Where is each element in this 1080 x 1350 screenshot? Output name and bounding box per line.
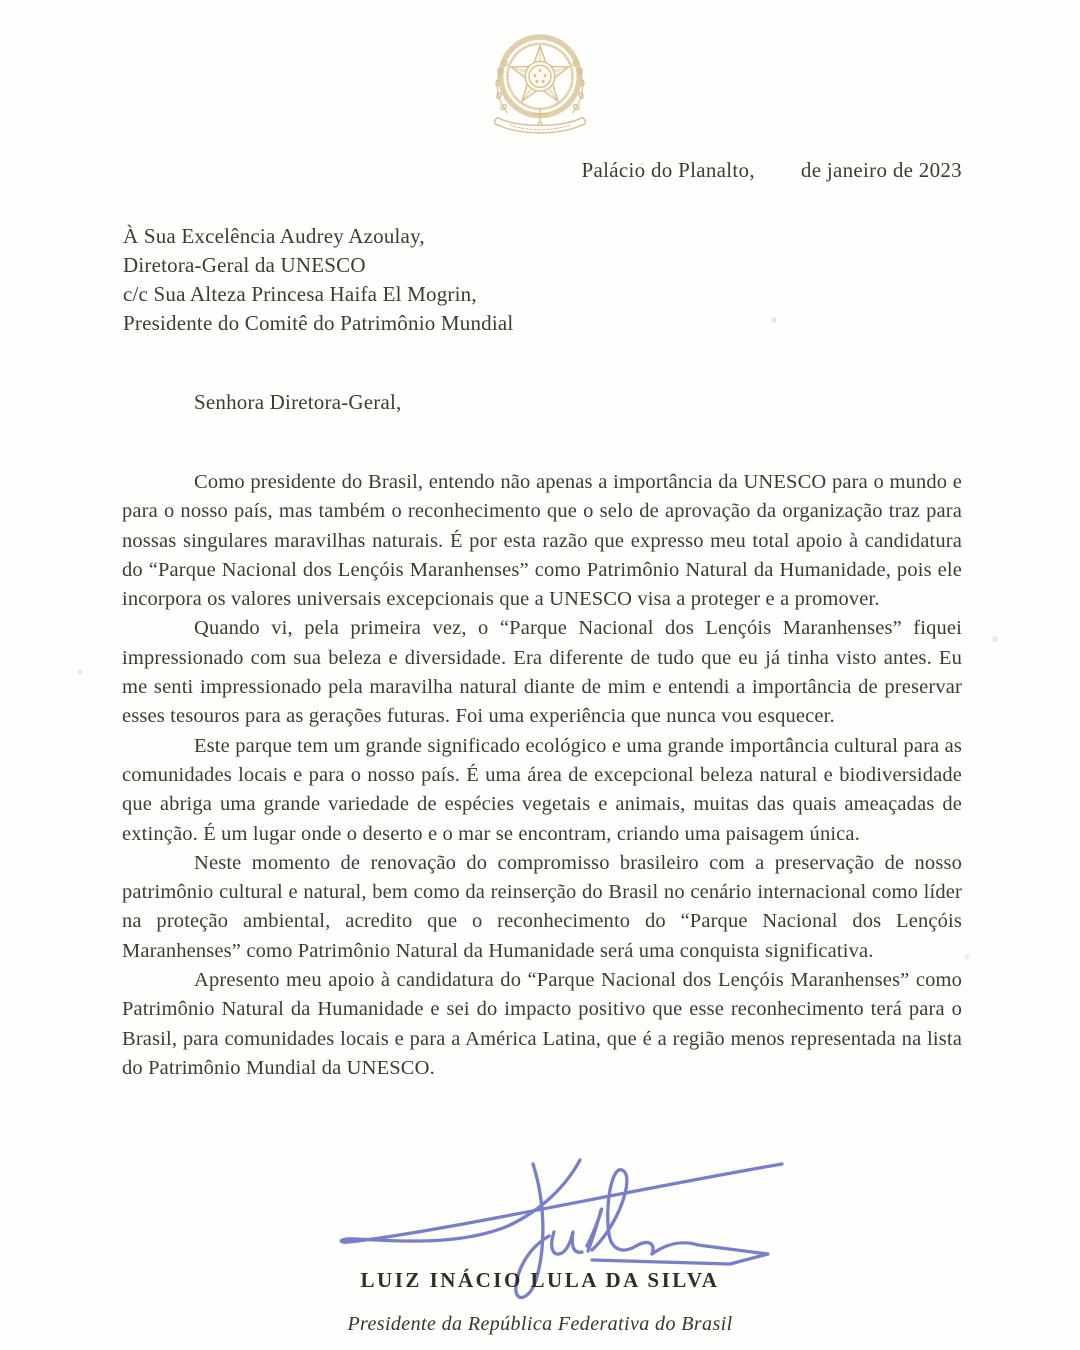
dateline — [582, 158, 963, 183]
salutation: Senhora Diretora-Geral, — [194, 390, 402, 414]
dateline-place: Palácio do Planalto, — [581, 158, 755, 182]
recipient-block — [123, 222, 513, 338]
brazil-coat-of-arms-icon — [473, 26, 607, 142]
recipient-line: Diretora-Geral da UNESCO — [123, 253, 366, 277]
dateline-date: de janeiro de 2023 — [800, 158, 962, 182]
body-paragraph: Apresento meu apoio à candidatura do “Parque Nacional dos Lençóis Maranhenses” como Patrimônio Natural da Humanidade e sei do impacto positivo que esse reconhecimento terá para o Brasil, para comunidades locais e para a América Latina, que é a região menos representada na lista do Patrimônio Mundial da UNESCO. — [122, 969, 962, 1079]
signature-block — [0, 1148, 1080, 1350]
signatory-title: Presidente da República Federativa do Brasil — [347, 1313, 733, 1335]
body-paragraph: Neste momento de renovação do compromisso brasileiro com a preservação de nosso patrimônio cultural e natural, bem como da reinserção do Brasil no cenário internacional como líder na proteção ambiental, acredito que o reconhecimento do “Parque Nacional dos Lençóis Maranhenses” como Patrimônio Natural da Humanidade será uma conquista significativa. — [122, 851, 962, 962]
body-paragraph: Como presidente do Brasil, entendo não apenas a importância da UNESCO para o mundo e para o nosso país, mas também o reconhecimento que o selo de aprovação da organização traz para nossas singulares maravilhas naturais. É por esta razão que expresso meu total apoio à candidatura do “Parque Nacional dos Lençóis Maranhenses” como Patrimônio Natural da Humanidade, pois ele incorpora os valores universais excepcionais que a UNESCO visa a proteger e a promover. — [122, 471, 962, 611]
recipient-line: Presidente do Comitê do Patrimônio Mundial — [123, 311, 514, 335]
signatory-name: LUIZ INÁCIO LULA DA SILVA — [360, 1268, 720, 1292]
body-paragraph: Este parque tem um grande significado ecológico e uma grande importância cultural para as comunidades locais e para o nosso país. É uma área de excepcional beleza natural e biodiversidade que abriga uma grande variedade de espécies vegetais e animais, muitas das quais ameaçadas de extinção. É um lugar onde o deserto e o mar se encontram, criando uma paisagem única. — [122, 734, 962, 845]
recipient-line: À Sua Excelência Audrey Azoulay, — [123, 224, 425, 248]
letter-body — [122, 468, 962, 1083]
recipient-line: c/c Sua Alteza Princesa Haifa El Mogrin, — [123, 282, 477, 306]
body-paragraph: Quando vi, pela primeira vez, o “Parque Nacional dos Lençóis Maranhenses” fiquei impressionado com sua beleza e diversidade. Era diferente de tudo que eu já tinha visto antes. Eu me senti impressionado pela maravilha natural diante de mim e entendi a importância de preservar esses tesouros para as gerações futuras. Foi uma experiência que nunca vou esquecer. — [122, 617, 962, 728]
